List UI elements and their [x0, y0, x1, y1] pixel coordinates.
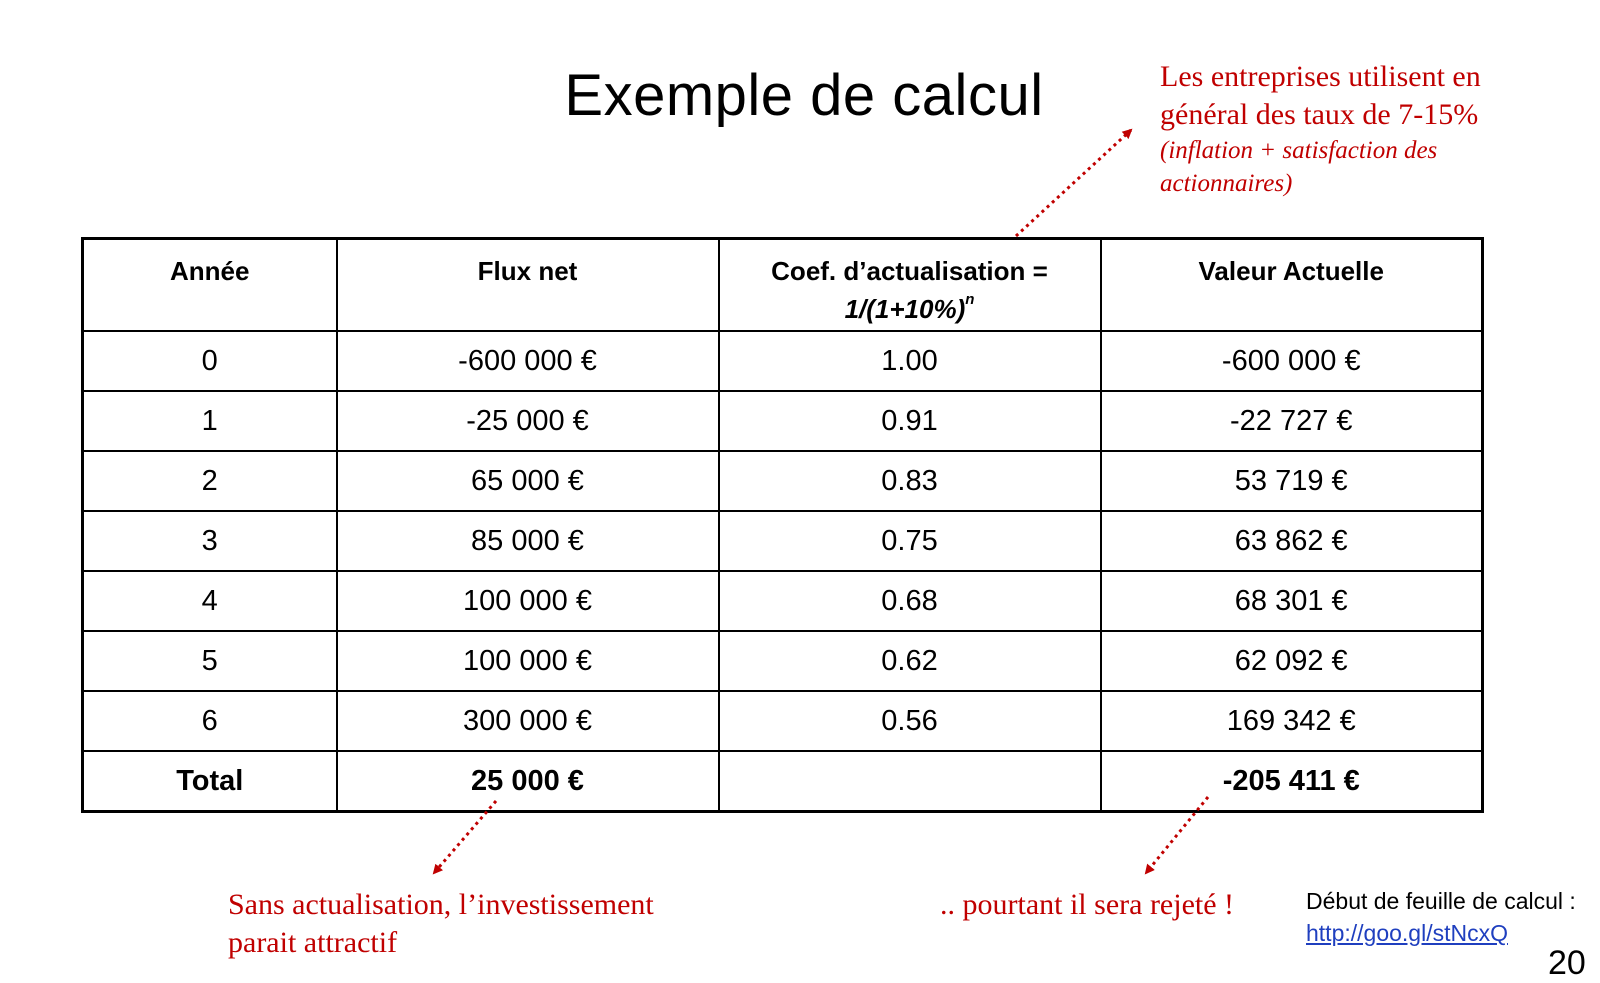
cell-value: -600 000 €: [1101, 331, 1483, 391]
discount-table: [81, 237, 1484, 813]
table-total-row: [83, 751, 1483, 811]
cell-year: 6: [83, 691, 337, 751]
spreadsheet-link[interactable]: http://goo.gl/stNcxQ: [1306, 920, 1508, 946]
cell-coef: 1.00: [719, 331, 1101, 391]
cell-value: 169 342 €: [1101, 691, 1483, 751]
cell-coef: 0.83: [719, 451, 1101, 511]
header-coef-exponent: n: [965, 291, 975, 308]
cell-year: 4: [83, 571, 337, 631]
note-discount-rates: [1160, 58, 1560, 200]
total-coef: [719, 751, 1101, 811]
cell-flow: 100 000 €: [337, 631, 719, 691]
total-flow: 25 000 €: [337, 751, 719, 811]
page-number: 20: [1548, 944, 1586, 982]
cell-year: 0: [83, 331, 337, 391]
cell-flow: 65 000 €: [337, 451, 719, 511]
table-row: [83, 631, 1483, 691]
cell-coef: 0.91: [719, 391, 1101, 451]
cell-value: 62 092 €: [1101, 631, 1483, 691]
note-left-line1: Sans actualisation, l’investissement: [228, 888, 654, 921]
note-rates-line3: (inflation + satisfaction des: [1160, 137, 1438, 164]
header-coef: [719, 239, 1101, 332]
table-row: [83, 511, 1483, 571]
cell-coef: 0.68: [719, 571, 1101, 631]
cell-year: 3: [83, 511, 337, 571]
note-without-discount: [228, 886, 748, 962]
header-coef-line1: Coef. d’actualisation =: [771, 256, 1048, 286]
cell-value: 53 719 €: [1101, 451, 1483, 511]
cell-year: 1: [83, 391, 337, 451]
cell-coef: 0.75: [719, 511, 1101, 571]
total-label: Total: [83, 751, 337, 811]
note-rejected: .. pourtant il sera rejeté !: [940, 888, 1235, 921]
cell-value: 63 862 €: [1101, 511, 1483, 571]
note-left-line2: parait attractif: [228, 926, 398, 959]
cell-value: 68 301 €: [1101, 571, 1483, 631]
cell-value: -22 727 €: [1101, 391, 1483, 451]
note-rates-line4: actionnaires): [1160, 170, 1293, 197]
cell-flow: -25 000 €: [337, 391, 719, 451]
cell-year: 2: [83, 451, 337, 511]
note-rates-line1: Les entreprises utilisent en: [1160, 60, 1481, 93]
table-row: [83, 391, 1483, 451]
cell-coef: 0.56: [719, 691, 1101, 751]
spreadsheet-label: Début de feuille de calcul :: [1306, 888, 1576, 914]
table-header-row: [83, 239, 1483, 332]
arrow-to-rates-note: [1016, 130, 1131, 236]
spreadsheet-note: [1306, 885, 1600, 949]
header-coef-formula: 1/(1+10%): [844, 294, 966, 324]
table-row: [83, 691, 1483, 751]
total-value: -205 411 €: [1101, 751, 1483, 811]
cell-year: 5: [83, 631, 337, 691]
header-value: Valeur Actuelle: [1101, 239, 1483, 332]
table-row: [83, 571, 1483, 631]
header-flow: Flux net: [337, 239, 719, 332]
table-row: [83, 331, 1483, 391]
note-rates-line2: général des taux de 7-15%: [1160, 98, 1479, 131]
header-year: Année: [83, 239, 337, 332]
table-row: [83, 451, 1483, 511]
cell-coef: 0.62: [719, 631, 1101, 691]
slide-title: Exemple de calcul: [564, 63, 1044, 128]
cell-flow: 300 000 €: [337, 691, 719, 751]
cell-flow: -600 000 €: [337, 331, 719, 391]
cell-flow: 85 000 €: [337, 511, 719, 571]
cell-flow: 100 000 €: [337, 571, 719, 631]
